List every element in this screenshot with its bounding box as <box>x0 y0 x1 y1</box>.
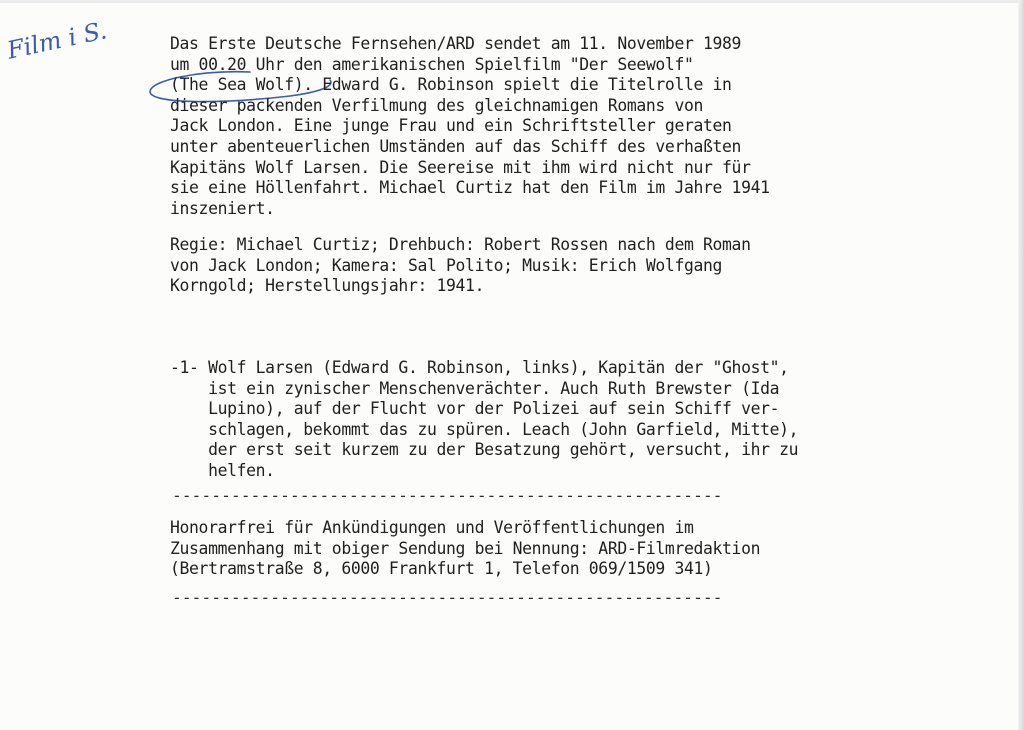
intro-line: (The Sea Wolf). Edward G. Robinson spielt die Titelrolle in <box>170 75 732 95</box>
separator-line: -------------------------------------------------------- <box>172 486 723 505</box>
credits-paragraph <box>170 235 751 297</box>
notice-line: Honorarfrei für Ankündigungen und Veröffentlichungen im <box>170 518 694 537</box>
intro-line: unter abenteuerlichen Umständen auf das Schiff des verhaßten <box>170 136 742 156</box>
caption-line: ist ein zynischer Menschenverächter. Auch Ruth Brewster (Ida <box>170 378 780 398</box>
intro-line: Jack London. Eine junge Frau und ein Schriftsteller geraten <box>170 116 732 136</box>
notice-line: Zusammenhang mit obiger Sendung bei Nennung: ARD-Filmredaktion <box>170 538 761 558</box>
credits-line: Korngold; Herstellungsjahr: 1941. <box>170 276 485 296</box>
intro-line: Kapitäns Wolf Larsen. Die Seereise mit ihm wird nicht nur für <box>170 157 751 177</box>
handwritten-note: Film i S. <box>4 16 110 65</box>
copyright-notice <box>170 518 760 580</box>
caption-line: helfen. <box>170 460 275 480</box>
caption-line: schlagen, bekommt das zu spüren. Leach (John Garfield, Mitte), <box>170 419 799 439</box>
separator-line-bottom: -------------------------------------------------------- <box>172 588 723 607</box>
intro-paragraph <box>170 34 770 219</box>
caption-line: -1- Wolf Larsen (Edward G. Robinson, links), Kapitän der "Ghost", <box>170 358 789 377</box>
caption-line: Lupino), auf der Flucht vor der Polizei auf sein Schiff ver- <box>170 399 780 419</box>
caption-line: der erst seit kurzem zu der Besatzung gehört, versucht, ihr zu <box>170 440 799 460</box>
intro-line: inszeniert. <box>170 198 275 218</box>
intro-line: um 00.20 Uhr den amerikanischen Spielfilm "Der Seewolf" <box>170 54 694 74</box>
notice-line: (Bertramstraße 8, 6000 Frankfurt 1, Telefon 069/1509 341) <box>170 559 713 579</box>
credits-line: Regie: Michael Curtiz; Drehbuch: Robert Rossen nach dem Roman <box>170 235 751 254</box>
intro-line: dieser packenden Verfilmung des gleichnamigen Romans von <box>170 95 704 115</box>
intro-line: sie eine Höllenfahrt. Michael Curtiz hat den Film im Jahre 1941 <box>170 178 770 198</box>
intro-line: Das Erste Deutsche Fernsehen/ARD sendet am 11. November 1989 <box>170 34 742 53</box>
photo-caption <box>170 358 798 482</box>
credits-line: von Jack London; Kamera: Sal Polito; Musik: Erich Wolfgang <box>170 255 723 275</box>
